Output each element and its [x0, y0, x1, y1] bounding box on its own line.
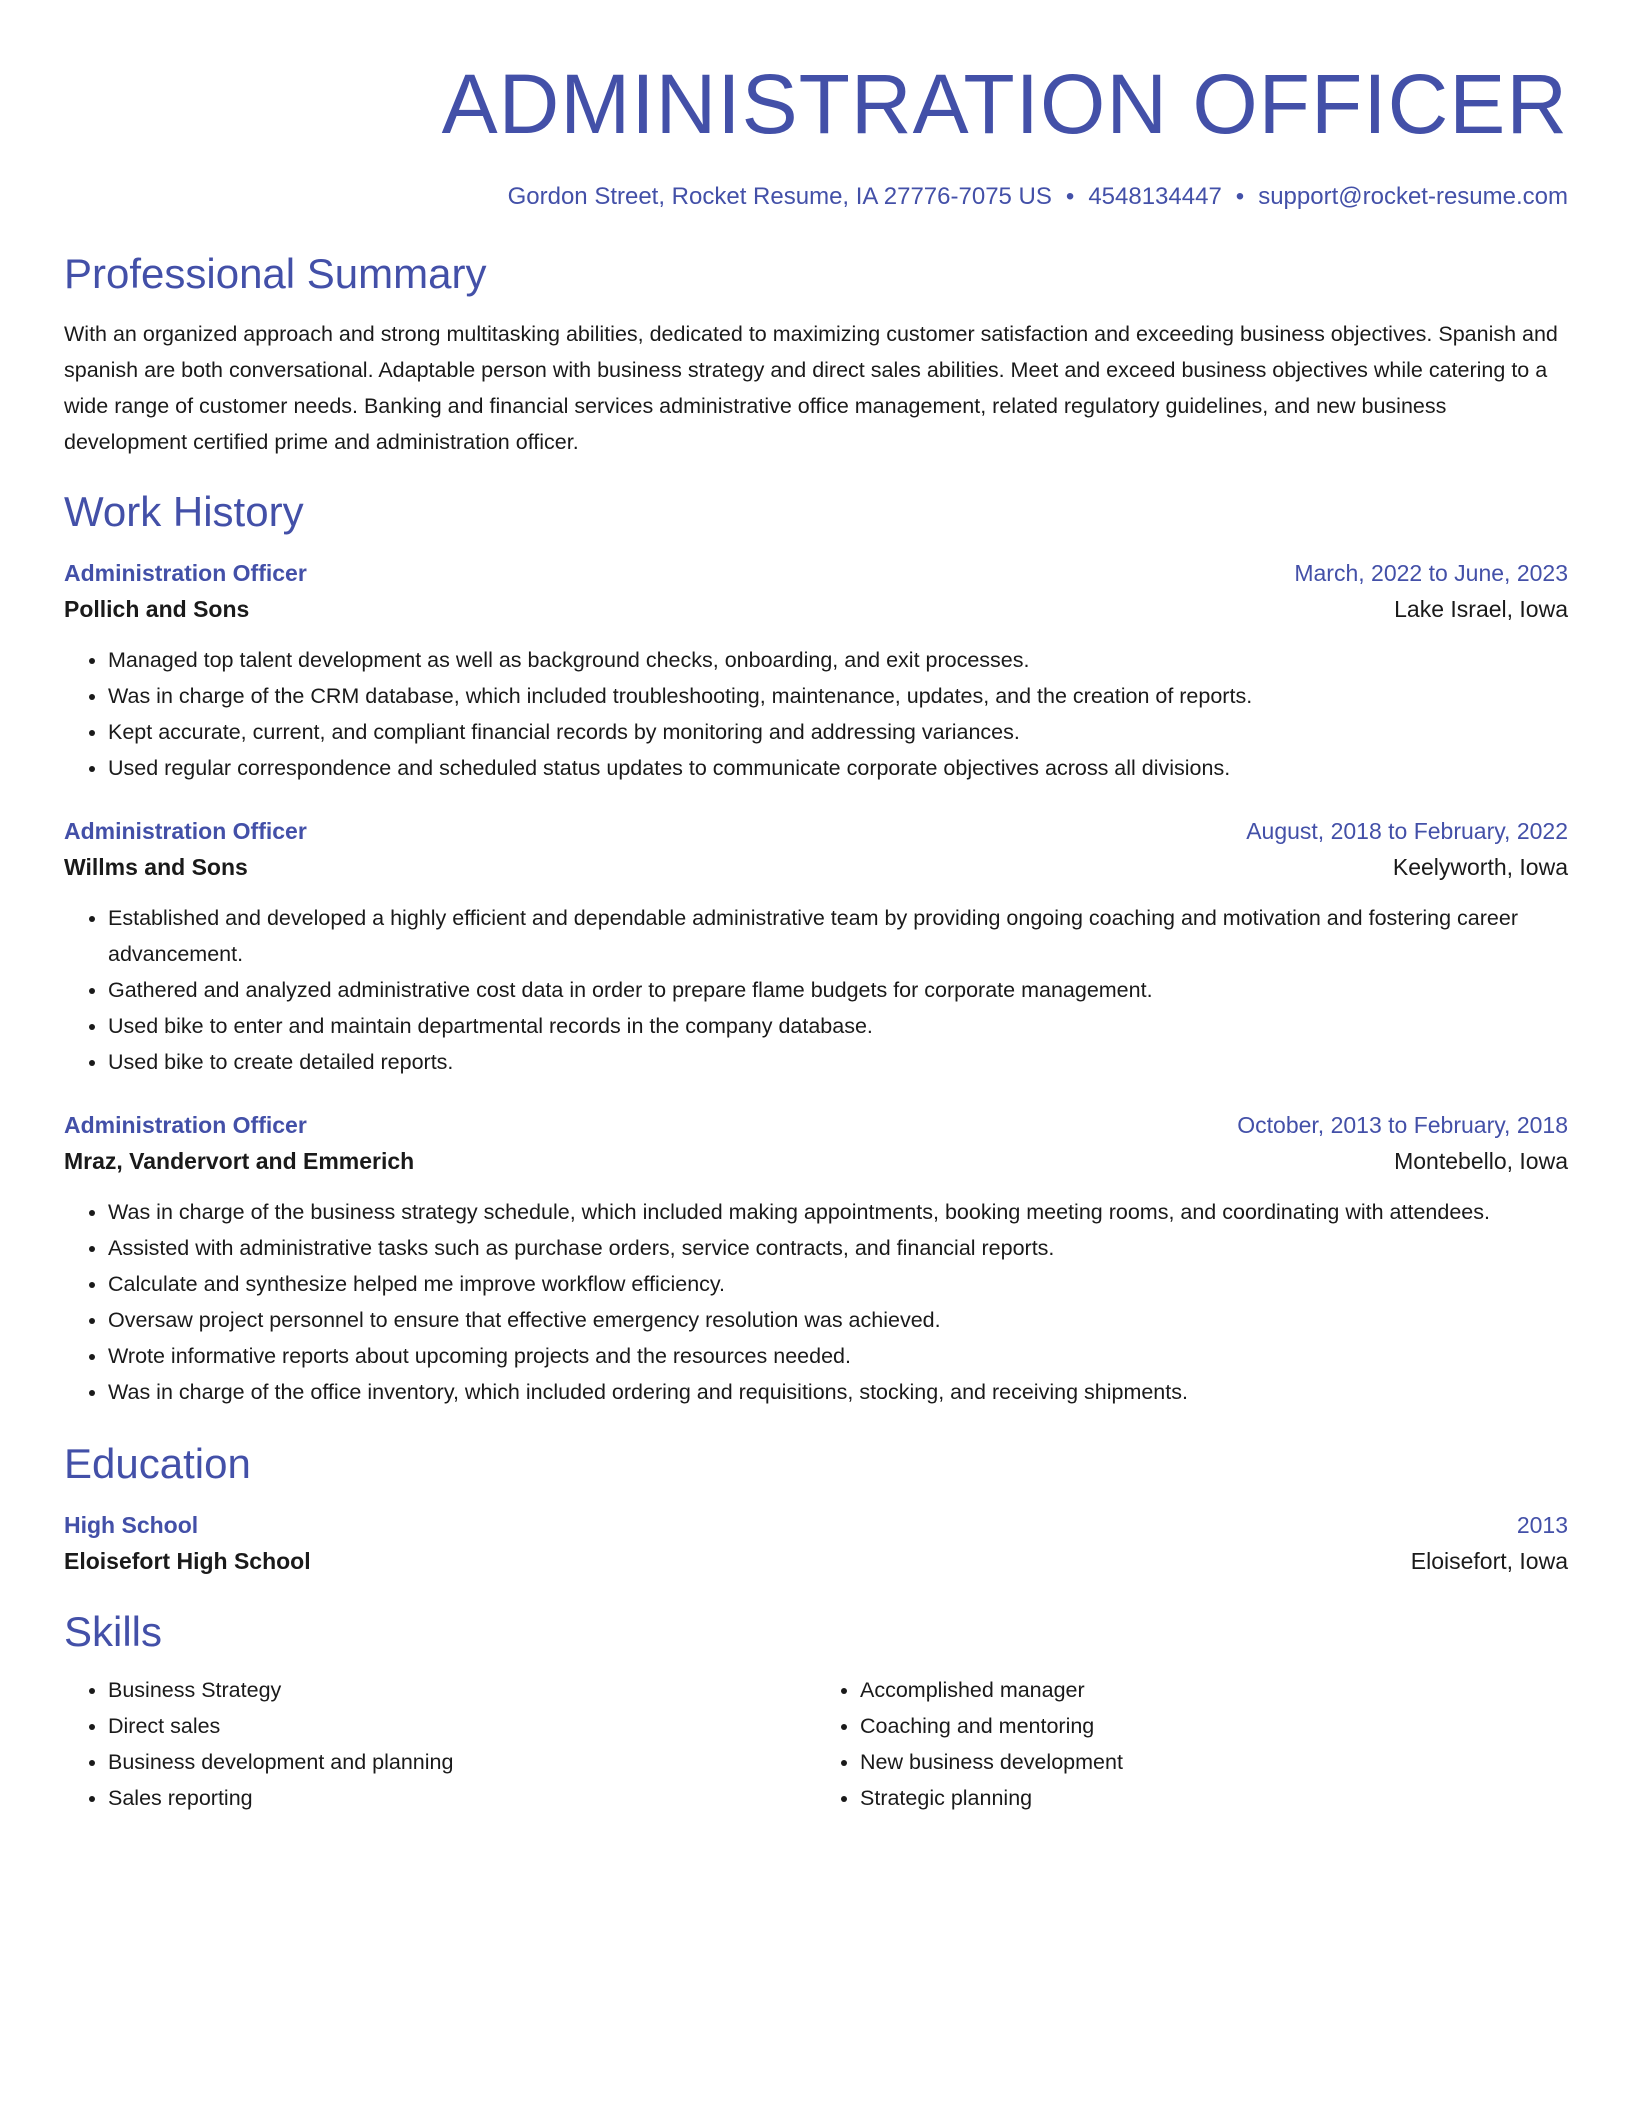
contact-email: support@rocket-resume.com	[1258, 183, 1568, 210]
skills-column-left	[64, 1672, 816, 1816]
job-bullet: • Kept accurate, current, and compliant financial records by monitoring and addressing variances.	[108, 714, 1568, 750]
job-bullet: • Was in charge of the CRM database, which included troubleshooting, maintenance, updates, and the creation of reports.	[108, 678, 1568, 714]
skill-item: • Sales reporting	[108, 1780, 816, 1816]
job-company: Mraz, Vandervort and Emmerich	[64, 1148, 415, 1174]
job-bullets	[64, 642, 1568, 786]
job-company: Pollich and Sons	[64, 596, 250, 622]
skill-item: • Direct sales	[108, 1708, 816, 1744]
job-entry	[64, 1108, 1568, 1410]
skill-item: • Accomplished manager	[860, 1672, 1568, 1708]
contact-separator: •	[1065, 183, 1075, 210]
skills-list	[64, 1672, 1568, 1816]
job-title: Administration Officer	[64, 818, 307, 844]
job-bullet: • Assisted with administrative tasks such as purchase orders, service contracts, and financial reports.	[108, 1230, 1568, 1266]
job-bullet: • Wrote informative reports about upcoming projects and the resources needed.	[108, 1338, 1568, 1374]
education-heading: Education	[64, 1440, 251, 1487]
job-title: Administration Officer	[64, 1112, 307, 1138]
skills-column-right	[816, 1672, 1568, 1816]
job-bullet: • Managed top talent development as well as background checks, onboarding, and exit processes.	[108, 642, 1568, 678]
job-company: Willms and Sons	[64, 854, 248, 880]
page-title: ADMINISTRATION OFFICER	[441, 57, 1568, 151]
education-degree: High School	[64, 1512, 199, 1538]
job-location: Montebello, Iowa	[1394, 1148, 1568, 1174]
job-location: Lake Israel, Iowa	[1394, 596, 1568, 622]
contact-line	[64, 182, 1568, 212]
education-year: 2013	[1516, 1512, 1568, 1538]
job-bullet: • Used bike to create detailed reports.	[108, 1044, 1568, 1080]
skill-item: • Coaching and mentoring	[860, 1708, 1568, 1744]
skills-heading: Skills	[64, 1608, 163, 1655]
work-history-heading: Work History	[64, 488, 304, 535]
job-entry	[64, 556, 1568, 786]
contact-address: Gordon Street, Rocket Resume, IA 27776-7075 US	[507, 183, 1052, 210]
job-entry	[64, 814, 1568, 1080]
education-location: Eloisefort, Iowa	[1410, 1548, 1568, 1574]
summary-text: With an organized approach and strong multitasking abilities, dedicated to maximizing customer satisfaction and exceeding business objectives. Spanish and spanish are both conversational. Adaptable person with business strategy and direct sales abilities. Meet and exceed business objectives while catering to a wide range of customer needs. Banking and financial services administrative office management, related regulatory guidelines, and new business development certified prime and administration officer.	[64, 322, 1558, 454]
job-dates: March, 2022 to June, 2023	[1294, 560, 1568, 586]
job-bullet: • Oversaw project personnel to ensure that effective emergency resolution was achieved.	[108, 1302, 1568, 1338]
skill-item: • Strategic planning	[860, 1780, 1568, 1816]
skill-item: • New business development	[860, 1744, 1568, 1780]
job-bullets	[64, 900, 1568, 1080]
education-entry	[64, 1508, 1568, 1580]
skill-item: • Business Strategy	[108, 1672, 816, 1708]
skill-item: • Business development and planning	[108, 1744, 816, 1780]
job-bullet: • Established and developed a highly efficient and dependable administrative team by providing ongoing coaching and motivation and fostering career advancement.	[108, 900, 1568, 972]
job-bullet: • Gathered and analyzed administrative cost data in order to prepare flame budgets for corporate management.	[108, 972, 1568, 1008]
job-bullet: • Used bike to enter and maintain departmental records in the company database.	[108, 1008, 1568, 1044]
education-school: Eloisefort High School	[64, 1548, 311, 1574]
job-dates: October, 2013 to February, 2018	[1237, 1112, 1568, 1138]
job-bullet: • Calculate and synthesize helped me improve workflow efficiency.	[108, 1266, 1568, 1302]
contact-phone: 4548134447	[1088, 183, 1222, 210]
job-location: Keelyworth, Iowa	[1392, 854, 1568, 880]
summary-heading: Professional Summary	[64, 250, 487, 297]
job-bullet: • Used regular correspondence and scheduled status updates to communicate corporate objectives across all divisions.	[108, 750, 1568, 786]
job-dates: August, 2018 to February, 2022	[1246, 818, 1568, 844]
resume-page	[64, 0, 1568, 1816]
job-title: Administration Officer	[64, 560, 307, 586]
contact-separator: •	[1235, 183, 1245, 210]
job-bullet: • Was in charge of the office inventory, which included ordering and requisitions, stocking, and receiving shipments.	[108, 1374, 1568, 1410]
job-bullet: • Was in charge of the business strategy schedule, which included making appointments, booking meeting rooms, and coordinating with attendees.	[108, 1194, 1568, 1230]
job-bullets	[64, 1194, 1568, 1410]
